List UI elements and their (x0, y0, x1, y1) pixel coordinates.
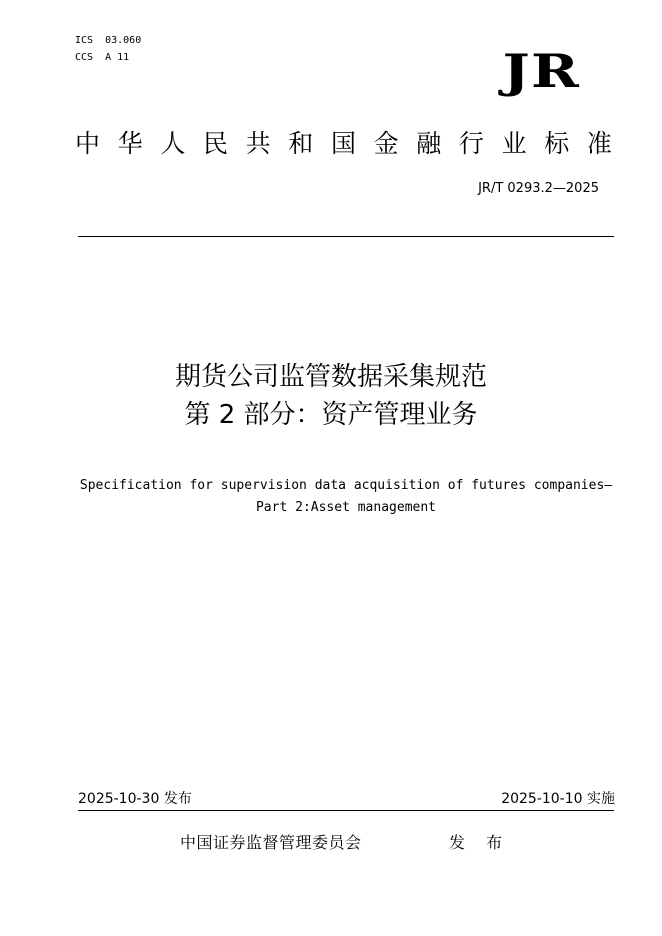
standard-number: JR/T 0293.2—2025 (478, 181, 599, 196)
title-char: 人 (160, 129, 186, 158)
title-char: 华 (117, 129, 143, 158)
effective-date: 2025-10-10 实施 (501, 791, 615, 807)
title-en-line2: Part 2:Asset management (255, 500, 436, 515)
title-char: 融 (416, 129, 442, 158)
title-en-line1: Specification for supervision data acquisition of futures companies— (79, 478, 613, 493)
title-char: 共 (245, 129, 271, 158)
document-title-en (0, 475, 662, 519)
title-char: 国 (330, 129, 356, 158)
title-char: 民 (202, 129, 228, 158)
publish-label: 发 布 (449, 833, 511, 852)
title-char: 和 (288, 129, 314, 158)
title-char: 金 (373, 129, 399, 158)
ccs-code: CCS A 11 (75, 52, 130, 63)
header-divider (78, 236, 614, 237)
standard-category-title (75, 124, 612, 164)
classification-codes (75, 32, 141, 66)
title-char: 业 (501, 129, 527, 158)
title-char: 标 (544, 129, 570, 158)
title-char: 准 (586, 129, 612, 158)
jr-logo: JR (502, 44, 580, 98)
title-zh-line2: 第 2 部分：资产管理业务 (184, 400, 478, 430)
footer-divider (78, 810, 614, 811)
issuing-authority: 中国证券监督管理委员会 (180, 833, 362, 852)
ics-code: ICS 03.060 (75, 35, 142, 46)
title-char: 行 (458, 129, 484, 158)
document-title-zh (0, 358, 662, 434)
issue-date: 2025-10-30 发布 (78, 791, 192, 807)
title-zh-line1: 期货公司监管数据采集规范 (174, 362, 487, 392)
title-char: 中 (75, 129, 101, 158)
